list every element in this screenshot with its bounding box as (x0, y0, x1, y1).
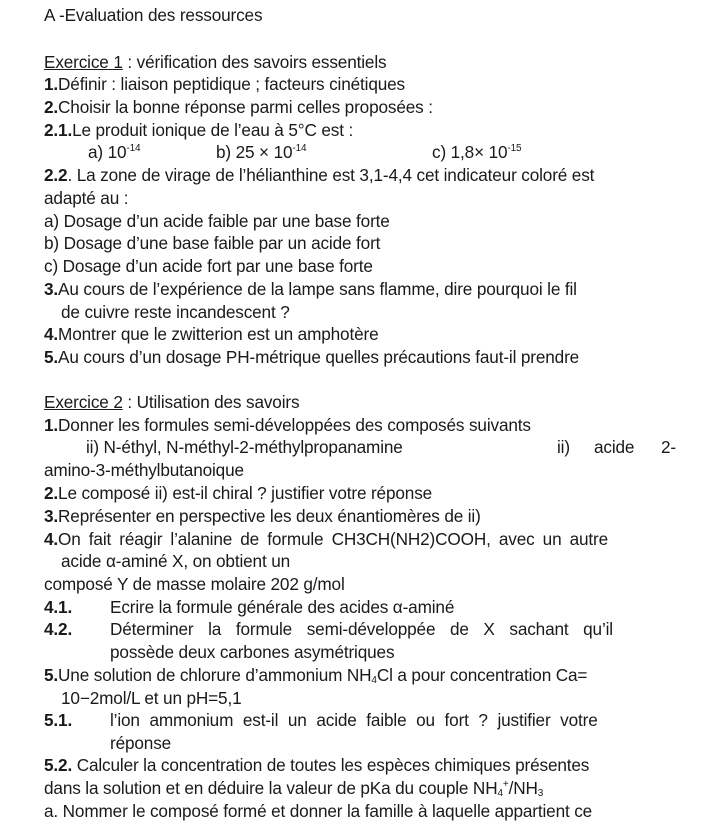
question-text: Une solution de chlorure d’ammonium NH (58, 665, 372, 685)
question-text: Ecrire la formule générale des acides α-aminé (110, 597, 455, 617)
ex2-q4-2-line1 (44, 618, 613, 640)
question-number: 1. (44, 74, 59, 94)
option-c (432, 141, 521, 163)
question-number: 1. (44, 415, 59, 435)
ex2-q4-line2: acide α-aminé X, on obtient un (61, 551, 291, 571)
question-text: Au cours d’un dosage PH-métrique quelles précautions faut-il prendre (58, 347, 580, 367)
subscript: 3 (537, 788, 544, 799)
exercise-2-heading (44, 391, 299, 413)
ex2-q1-compound-ii-num: 2- (661, 437, 676, 457)
ex2-q1-compound-i: ii) N-éthyl, N-méthyl-2-méthylpropanamine (86, 437, 403, 457)
ex1-q2-2-option-a: a) Dosage d’un acide faible par une base forte (44, 211, 390, 231)
ex2-q4-1 (44, 596, 455, 618)
question-text: /NH (508, 778, 538, 798)
ex2-q5-1-line2: réponse (110, 733, 172, 753)
ex1-q2-2-option-c: c) Dosage d’un acide fort par une base forte (44, 256, 373, 276)
ex2-q4-line1 (44, 528, 608, 550)
question-text: Cl a pour concentration Ca= (376, 665, 588, 685)
question-number: 2. (44, 483, 59, 503)
question-text: Représenter en perspective les deux énantiomères de ii) (58, 506, 481, 526)
question-number: 5.2. (44, 755, 73, 775)
question-text: Calculer la concentration de toutes les espèces chimiques présentes (72, 755, 590, 775)
ex1-q3-line2: de cuivre reste incandescent ? (61, 302, 290, 322)
ex1-q2-2-line1 (44, 164, 594, 186)
ex1-q1 (44, 73, 405, 95)
exponent: -15 (507, 143, 522, 154)
ex1-q2-2-line2: adapté au : (44, 188, 129, 208)
question-number: 4. (44, 529, 59, 549)
question-number: 5.1. (44, 710, 73, 730)
ex2-q4-line3: composé Y de masse molaire 202 g/mol (44, 574, 345, 594)
question-number: 2. (44, 97, 59, 117)
question-text: Montrer que le zwitterion est un amphotère (58, 324, 379, 344)
question-text: Le produit ionique de l’eau à 5°C est : (72, 120, 354, 140)
question-text: Le composé ii) est-il chiral ? justifier votre réponse (58, 483, 433, 503)
question-text: . La zone de virage de l’hélianthine est 3,1-4,4 cet indicateur coloré est (67, 165, 595, 185)
question-number: 5. (44, 347, 59, 367)
ex1-q3-line1 (44, 278, 577, 300)
ex2-q1-compound-ii-word: acide (594, 437, 635, 457)
exercise-1-label: Exercice 1 (44, 52, 123, 72)
option-text: b) 25 × 10 (216, 142, 293, 162)
exponent: -14 (292, 143, 307, 154)
question-text: Définir : liaison peptidique ; facteurs cinétiques (58, 74, 405, 94)
ex2-q5-2-line1 (44, 754, 589, 776)
exercise-2-title: : Utilisation des savoirs (122, 392, 300, 412)
ex2-q4-2-line2: possède deux carbones asymétriques (110, 642, 395, 662)
question-text: Choisir la bonne réponse parmi celles proposées : (58, 97, 433, 117)
ex2-q1-compound-ii-label: ii) (557, 437, 570, 457)
question-number: 4. (44, 324, 59, 344)
question-text: Donner les formules semi-développées des composés suivants (58, 415, 531, 435)
question-text: Déterminer la formule semi-développée de X sachant qu’il (110, 619, 613, 639)
option-b (216, 141, 306, 163)
option-a (88, 141, 140, 163)
option-text: a) 10 (88, 142, 127, 162)
option-text: c) 1,8× 10 (432, 142, 508, 162)
exercise-1-title: : vérification des savoirs essentiels (122, 52, 387, 72)
question-text: dans la solution et en déduire la valeur de pKa du couple NH (44, 778, 498, 798)
question-number: 4.2. (44, 619, 73, 639)
ex2-q1-compound-ii-cont: amino-3-méthylbutanoique (44, 460, 244, 480)
question-number: 2.2 (44, 165, 68, 185)
question-number: 3. (44, 506, 59, 526)
exponent: -14 (126, 143, 141, 154)
question-number: 4.1. (44, 597, 73, 617)
ex1-q2-2-option-b: b) Dosage d’une base faible par un acide fort (44, 233, 381, 253)
question-number: 5. (44, 665, 59, 685)
ex2-q1 (44, 414, 531, 436)
question-text: On fait réagir l’alanine de formule CH3CH(NH2)COOH, avec un autre (58, 529, 609, 549)
ex2-q5-line2: 10−2mol/L et un pH=5,1 (61, 688, 242, 708)
ex1-q4 (44, 323, 378, 345)
ex2-q5-1-line1 (44, 709, 598, 731)
ex2-q2 (44, 482, 432, 504)
section-title: A -Evaluation des ressources (44, 5, 263, 25)
subscript: 4 (371, 675, 377, 686)
subscript: 4 (497, 788, 503, 799)
ex2-q5-2-line2 (44, 777, 543, 799)
question-number: 2.1. (44, 120, 73, 140)
ex1-q2-1 (44, 119, 353, 141)
exercise-1-heading (44, 51, 386, 73)
question-text: l’ion ammonium est-il un acide faible ou fort ? justifier votre (110, 710, 598, 730)
exercise-2-label: Exercice 2 (44, 392, 123, 412)
ex2-q5-line1 (44, 664, 587, 686)
ex1-q2 (44, 96, 433, 118)
question-number: 3. (44, 279, 59, 299)
ex1-q5 (44, 346, 579, 368)
superscript: + (502, 779, 509, 790)
ex2-qa: a. Nommer le composé formé et donner la famille à laquelle appartient ce (44, 801, 593, 821)
ex2-q3 (44, 505, 481, 527)
question-text: Au cours de l’expérience de la lampe sans flamme, dire pourquoi le fil (58, 279, 577, 299)
